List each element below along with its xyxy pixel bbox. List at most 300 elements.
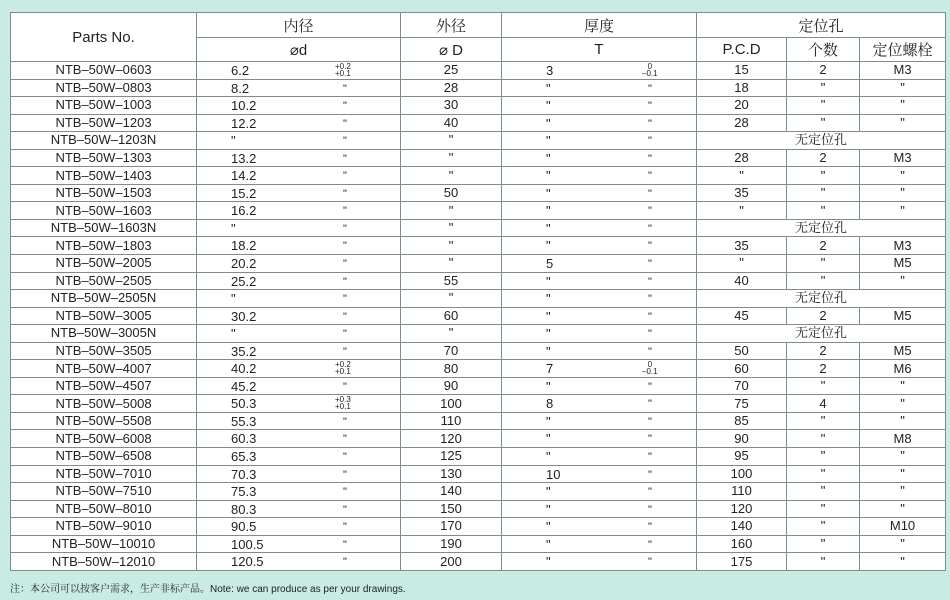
header-inner-diameter: 内径 (197, 13, 401, 38)
outer-diameter: " (401, 255, 502, 273)
ditto-mark: " (343, 345, 347, 358)
outer-diameter: 150 (401, 500, 502, 518)
bolt-size: M5 (860, 255, 946, 273)
ditto-mark: " (648, 451, 652, 464)
inner-diameter-value: 16.2 (231, 203, 257, 219)
inner-diameter-value: 30.2 (231, 308, 257, 324)
thickness-value: " (546, 203, 551, 219)
part-number: NTB–50W–4507 (11, 377, 197, 395)
hole-count: " (787, 167, 860, 185)
ditto-mark: " (648, 468, 652, 481)
inner-diameter-cell (197, 483, 401, 501)
pcd-value: 45 (697, 307, 787, 325)
thickness-cell (502, 97, 697, 115)
inner-diameter-cell (197, 307, 401, 325)
thickness-value: " (546, 449, 551, 465)
thickness-value: " (546, 308, 551, 324)
inner-diameter-cell (197, 377, 401, 395)
inner-diameter-cell (197, 114, 401, 132)
header-inner-symbol: ⌀d (197, 38, 401, 62)
thickness-cell (502, 272, 697, 290)
inner-diameter-value: 60.3 (231, 431, 257, 447)
header-pcd: P.C.D (697, 38, 787, 62)
outer-diameter: 130 (401, 465, 502, 483)
header-count: 个数 (787, 38, 860, 62)
part-number: NTB–50W–12010 (11, 553, 197, 571)
inner-diameter-value: 40.2 (231, 361, 257, 377)
ditto-mark: " (343, 135, 347, 148)
thickness-value: " (546, 484, 551, 500)
inner-diameter-cell (197, 149, 401, 167)
pcd-value: 160 (697, 535, 787, 553)
thickness-cell (502, 465, 697, 483)
thickness-value: 8 (546, 396, 554, 412)
part-number: NTB–50W–5508 (11, 412, 197, 430)
bolt-size: " (860, 79, 946, 97)
bolt-size: " (860, 412, 946, 430)
thickness-cell (502, 518, 697, 536)
table-row (11, 255, 946, 273)
part-number: NTB–50W–1003 (11, 97, 197, 115)
table-row (11, 114, 946, 132)
thickness-value: " (546, 554, 551, 570)
pcd-value: 70 (697, 377, 787, 395)
thickness-cell (502, 342, 697, 360)
inner-diameter-cell (197, 167, 401, 185)
inner-diameter-value: 45.2 (231, 378, 257, 394)
pcd-value: 35 (697, 237, 787, 255)
pcd-value: 28 (697, 149, 787, 167)
inner-diameter-value: 8.2 (231, 80, 250, 96)
inner-diameter-cell (197, 518, 401, 536)
pcd-value: 140 (697, 518, 787, 536)
inner-diameter-value: 100.5 (231, 536, 264, 552)
table-row (11, 553, 946, 571)
bolt-size: M10 (860, 518, 946, 536)
thickness-value: " (546, 273, 551, 289)
inner-diameter-value: 13.2 (231, 150, 257, 166)
no-locating-hole: 无定位孔 (697, 219, 946, 237)
bolt-size: " (860, 448, 946, 466)
hole-count: " (787, 377, 860, 395)
part-number: NTB–50W–9010 (11, 518, 197, 536)
table-row (11, 342, 946, 360)
outer-diameter: 120 (401, 430, 502, 448)
outer-diameter: " (401, 167, 502, 185)
thickness-value: " (546, 536, 551, 552)
outer-diameter: " (401, 219, 502, 237)
ditto-mark: " (343, 275, 347, 288)
table-row (11, 360, 946, 378)
ditto-mark: " (343, 556, 347, 569)
inner-diameter-value: 15.2 (231, 185, 257, 201)
thickness-cell (502, 553, 697, 571)
part-number: NTB–50W–4007 (11, 360, 197, 378)
outer-diameter: 190 (401, 535, 502, 553)
thickness-cell (502, 500, 697, 518)
ditto-mark: " (648, 293, 652, 306)
thickness-cell (502, 219, 697, 237)
part-number: NTB–50W–10010 (11, 535, 197, 553)
part-number: NTB–50W–0603 (11, 62, 197, 80)
pcd-value: " (697, 255, 787, 273)
outer-diameter: 50 (401, 184, 502, 202)
inner-diameter-value: " (231, 133, 236, 149)
inner-diameter-value: 14.2 (231, 168, 257, 184)
outer-diameter: 110 (401, 412, 502, 430)
table-row (11, 307, 946, 325)
bolt-size: " (860, 483, 946, 501)
ditto-mark: " (648, 556, 652, 569)
thickness-value: " (546, 115, 551, 131)
outer-diameter: 140 (401, 483, 502, 501)
inner-diameter-value: 20.2 (231, 256, 257, 272)
table-row (11, 395, 946, 413)
inner-diameter-value: 35.2 (231, 343, 257, 359)
outer-diameter: 30 (401, 97, 502, 115)
pcd-value: 60 (697, 360, 787, 378)
inner-diameter-value: 10.2 (231, 98, 257, 114)
pcd-value: 95 (697, 448, 787, 466)
thickness-cell (502, 395, 697, 413)
outer-diameter: " (401, 132, 502, 150)
table-row (11, 272, 946, 290)
hole-count: " (787, 518, 860, 536)
table-body (11, 62, 946, 571)
part-number: NTB–50W–1303 (11, 149, 197, 167)
ditto-mark: " (343, 468, 347, 481)
inner-diameter-value: 65.3 (231, 449, 257, 465)
no-locating-hole: 无定位孔 (697, 290, 946, 308)
ditto-mark: " (343, 170, 347, 183)
inner-tolerance (335, 396, 351, 410)
ditto-mark: " (648, 100, 652, 113)
table-row (11, 219, 946, 237)
inner-diameter-cell (197, 184, 401, 202)
thickness-value: 7 (546, 361, 554, 377)
table-row (11, 79, 946, 97)
ditto-mark: " (648, 398, 652, 411)
thickness-cell (502, 290, 697, 308)
inner-diameter-value: 70.3 (231, 466, 257, 482)
part-number: NTB–50W–7010 (11, 465, 197, 483)
outer-diameter: 200 (401, 553, 502, 571)
hole-count: 2 (787, 342, 860, 360)
hole-count: " (787, 272, 860, 290)
thickness-value: " (546, 238, 551, 254)
table-row (11, 97, 946, 115)
pcd-value: " (697, 202, 787, 220)
ditto-mark: " (343, 187, 347, 200)
hole-count: " (787, 448, 860, 466)
ditto-mark: " (648, 275, 652, 288)
header-locating-hole: 定位孔 (697, 13, 946, 38)
bolt-size: M8 (860, 430, 946, 448)
ditto-mark: " (343, 293, 347, 306)
table-row (11, 483, 946, 501)
thickness-value: " (546, 413, 551, 429)
thickness-tolerance (642, 361, 658, 375)
hole-count: " (787, 255, 860, 273)
thickness-cell (502, 62, 697, 80)
bolt-size: " (860, 500, 946, 518)
bolt-size: " (860, 395, 946, 413)
table-row (11, 535, 946, 553)
table-row (11, 132, 946, 150)
pcd-value: 75 (697, 395, 787, 413)
header-parts-no: Parts No. (11, 13, 197, 62)
ditto-mark: " (648, 170, 652, 183)
table-row (11, 518, 946, 536)
pcd-value: 120 (697, 500, 787, 518)
lower-tolerance: +0.1 (335, 69, 351, 78)
pcd-value: 90 (697, 430, 787, 448)
ditto-mark: " (343, 486, 347, 499)
part-number: NTB–50W–7510 (11, 483, 197, 501)
ditto-mark: " (343, 240, 347, 253)
hole-count: " (787, 114, 860, 132)
part-number: NTB–50W–2005 (11, 255, 197, 273)
bolt-size: " (860, 114, 946, 132)
hole-count: " (787, 412, 860, 430)
thickness-value: " (546, 185, 551, 201)
pcd-value: 85 (697, 412, 787, 430)
part-number: NTB–50W–3505 (11, 342, 197, 360)
ditto-mark: " (343, 258, 347, 271)
hole-count: 2 (787, 307, 860, 325)
hole-count: 2 (787, 237, 860, 255)
part-number: NTB–50W–3005N (11, 325, 197, 343)
ditto-mark: " (648, 345, 652, 358)
thickness-value: 10 (546, 466, 561, 482)
header-outer-diameter: 外径 (401, 13, 502, 38)
ditto-mark: " (648, 117, 652, 130)
thickness-value: " (546, 431, 551, 447)
bolt-size: " (860, 184, 946, 202)
thickness-value: " (546, 343, 551, 359)
thickness-cell (502, 132, 697, 150)
inner-diameter-cell (197, 79, 401, 97)
bolt-size: " (860, 202, 946, 220)
bolt-size: M3 (860, 149, 946, 167)
part-number: NTB–50W–1603N (11, 219, 197, 237)
outer-diameter: 125 (401, 448, 502, 466)
table-row (11, 290, 946, 308)
pcd-value: 20 (697, 97, 787, 115)
inner-diameter-cell (197, 412, 401, 430)
inner-diameter-cell (197, 448, 401, 466)
ditto-mark: " (343, 521, 347, 534)
ditto-mark: " (343, 451, 347, 464)
lower-tolerance: +0.1 (335, 402, 351, 412)
outer-diameter: 40 (401, 114, 502, 132)
part-number: NTB–50W–1403 (11, 167, 197, 185)
inner-diameter-value: 80.3 (231, 501, 257, 517)
header-thickness: 厚度 (502, 13, 697, 38)
thickness-tolerance (642, 63, 658, 77)
part-number: NTB–50W–3005 (11, 307, 197, 325)
inner-diameter-cell (197, 219, 401, 237)
ditto-mark: " (648, 135, 652, 148)
lower-tolerance: –0.1 (642, 69, 658, 78)
thickness-cell (502, 184, 697, 202)
inner-diameter-cell (197, 62, 401, 80)
inner-diameter-value: " (231, 220, 236, 236)
ditto-mark: " (648, 538, 652, 551)
ditto-mark: " (648, 258, 652, 271)
thickness-cell (502, 377, 697, 395)
inner-tolerance (335, 361, 351, 375)
ditto-mark: " (343, 205, 347, 218)
ditto-mark: " (648, 187, 652, 200)
inner-diameter-cell (197, 237, 401, 255)
table-row (11, 202, 946, 220)
bolt-size: " (860, 272, 946, 290)
thickness-value: " (546, 150, 551, 166)
pcd-value: 18 (697, 79, 787, 97)
table-row (11, 500, 946, 518)
hole-count: " (787, 465, 860, 483)
hole-count: " (787, 500, 860, 518)
inner-diameter-cell (197, 290, 401, 308)
outer-diameter: 25 (401, 62, 502, 80)
ditto-mark: " (343, 328, 347, 341)
outer-diameter: 55 (401, 272, 502, 290)
hole-count: " (787, 97, 860, 115)
ditto-mark: " (343, 503, 347, 516)
bolt-size: " (860, 465, 946, 483)
thickness-cell (502, 114, 697, 132)
hole-count: " (787, 535, 860, 553)
table-row (11, 184, 946, 202)
hole-count: 4 (787, 395, 860, 413)
upper-tolerance: 0 (647, 360, 653, 370)
outer-diameter: 90 (401, 377, 502, 395)
thickness-cell (502, 255, 697, 273)
thickness-cell (502, 535, 697, 553)
ditto-mark: " (343, 117, 347, 130)
table-row (11, 448, 946, 466)
thickness-value: " (546, 519, 551, 535)
ditto-mark: " (648, 503, 652, 516)
pcd-value: 50 (697, 342, 787, 360)
ditto-mark: " (648, 486, 652, 499)
table-row (11, 62, 946, 80)
ditto-mark: " (648, 82, 652, 95)
bolt-size: " (860, 553, 946, 571)
part-number: NTB–50W–2505 (11, 272, 197, 290)
inner-diameter-value: " (231, 291, 236, 307)
inner-diameter-cell (197, 360, 401, 378)
thickness-value: " (546, 220, 551, 236)
part-number: NTB–50W–1203N (11, 132, 197, 150)
outer-diameter: 70 (401, 342, 502, 360)
header-bolt: 定位螺栓 (860, 38, 946, 62)
spec-table (10, 12, 946, 571)
outer-diameter: " (401, 325, 502, 343)
hole-count: 2 (787, 360, 860, 378)
table-row (11, 377, 946, 395)
inner-diameter-cell (197, 500, 401, 518)
ditto-mark: " (343, 152, 347, 165)
outer-diameter: 80 (401, 360, 502, 378)
inner-diameter-cell (197, 132, 401, 150)
pcd-value: 15 (697, 62, 787, 80)
thickness-cell (502, 167, 697, 185)
ditto-mark: " (343, 538, 347, 551)
hole-count: 2 (787, 62, 860, 80)
thickness-value: " (546, 168, 551, 184)
inner-diameter-cell (197, 553, 401, 571)
thickness-value: " (546, 501, 551, 517)
hole-count: " (787, 483, 860, 501)
ditto-mark: " (343, 310, 347, 323)
pcd-value: " (697, 167, 787, 185)
thickness-cell (502, 483, 697, 501)
thickness-value: " (546, 378, 551, 394)
outer-diameter: 28 (401, 79, 502, 97)
bolt-size: " (860, 97, 946, 115)
thickness-value: " (546, 98, 551, 114)
inner-diameter-value: 75.3 (231, 484, 257, 500)
footnote: 注：本公司可以按客户需求，生产非标产品。Note: we can produce as per your drawings. (10, 584, 406, 595)
thickness-cell (502, 325, 697, 343)
outer-diameter: " (401, 237, 502, 255)
bolt-size: " (860, 535, 946, 553)
outer-diameter: " (401, 202, 502, 220)
inner-diameter-cell (197, 465, 401, 483)
part-number: NTB–50W–1203 (11, 114, 197, 132)
bolt-size: " (860, 377, 946, 395)
part-number: NTB–50W–1503 (11, 184, 197, 202)
part-number: NTB–50W–1603 (11, 202, 197, 220)
inner-diameter-cell (197, 255, 401, 273)
table-row (11, 237, 946, 255)
thickness-value: " (546, 291, 551, 307)
header-outer-symbol: ⌀ D (401, 38, 502, 62)
lower-tolerance: +0.1 (335, 367, 351, 377)
inner-diameter-cell (197, 342, 401, 360)
thickness-cell (502, 237, 697, 255)
hole-count: 2 (787, 149, 860, 167)
pcd-value: 100 (697, 465, 787, 483)
bolt-size: M3 (860, 237, 946, 255)
bolt-size: M5 (860, 342, 946, 360)
inner-diameter-cell (197, 202, 401, 220)
table-row (11, 149, 946, 167)
hole-count: " (787, 553, 860, 571)
inner-diameter-cell (197, 272, 401, 290)
thickness-value: " (546, 133, 551, 149)
thickness-value: 5 (546, 256, 554, 272)
lower-tolerance: –0.1 (642, 367, 658, 377)
inner-diameter-value: 18.2 (231, 238, 257, 254)
upper-tolerance: +0.2 (335, 360, 351, 370)
pcd-value: 40 (697, 272, 787, 290)
outer-diameter: 170 (401, 518, 502, 536)
inner-diameter-value: 12.2 (231, 115, 257, 131)
pcd-value: 175 (697, 553, 787, 571)
pcd-value: 28 (697, 114, 787, 132)
thickness-cell (502, 412, 697, 430)
bolt-size: M6 (860, 360, 946, 378)
thickness-value: " (546, 326, 551, 342)
upper-tolerance: 0 (647, 62, 653, 71)
thickness-cell (502, 448, 697, 466)
ditto-mark: " (648, 380, 652, 393)
inner-diameter-cell (197, 535, 401, 553)
bolt-size: M5 (860, 307, 946, 325)
